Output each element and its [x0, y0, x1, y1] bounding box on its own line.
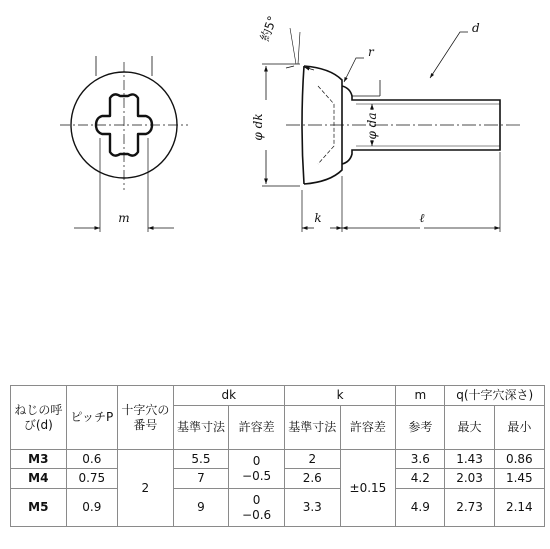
dim-l-label: ℓ	[419, 211, 425, 225]
dim-r-label: r	[368, 45, 374, 59]
header-pitch: ピッチP	[66, 386, 117, 450]
dim-m-label: m	[118, 211, 130, 225]
cell-m: 4.9	[396, 489, 445, 527]
cell-pitch: 0.9	[66, 489, 117, 527]
head-top-view	[60, 56, 188, 232]
cell-q-min: 1.45	[494, 469, 544, 489]
header-k: k	[284, 386, 395, 406]
cell-k-tol: ±0.15	[340, 450, 396, 527]
cell-pitch: 0.75	[66, 469, 117, 489]
cell-size: M4	[11, 469, 67, 489]
header-m: m	[396, 386, 445, 406]
spec-table	[10, 385, 545, 527]
cell-q-max: 1.43	[445, 450, 494, 469]
cell-pitch: 0.6	[66, 450, 117, 469]
table-row	[11, 489, 545, 527]
dim-k-label: k	[314, 211, 322, 225]
cell-dk-tol	[229, 489, 285, 527]
cell-m: 3.6	[396, 450, 445, 469]
cell-size: M5	[11, 489, 67, 527]
cell-k: 2	[284, 450, 340, 469]
header-dk: dk	[173, 386, 284, 406]
cell-q-max: 2.03	[445, 469, 494, 489]
table-row	[11, 450, 545, 469]
cell-q-min: 0.86	[494, 450, 544, 469]
cell-k: 3.3	[284, 489, 340, 527]
cell-dk-tol	[229, 450, 285, 489]
header-name: ねじの呼び(d)	[11, 386, 67, 450]
cell-dk-tol-bot: −0.6	[242, 507, 272, 522]
angle-label: 約5°	[257, 14, 280, 44]
cell-dk-tol-bot: −0.5	[242, 469, 272, 483]
cell-cross-no: 2	[118, 450, 174, 527]
cell-q-min: 2.14	[494, 489, 544, 527]
cell-dk-tol-top: 0	[252, 454, 261, 468]
cell-m: 4.2	[396, 469, 445, 489]
cell-dk: 9	[173, 489, 229, 527]
header-k-tolerance: 許容差	[340, 406, 396, 450]
cell-dk: 7	[173, 469, 229, 489]
header-dk-basic: 基準寸法	[173, 406, 229, 450]
dim-da-label: φ da	[365, 112, 379, 140]
screw-side-view	[251, 14, 520, 232]
cell-dk-tol-top: 0	[252, 492, 261, 507]
cell-size: M3	[11, 450, 67, 469]
cell-dk: 5.5	[173, 450, 229, 469]
header-q-max: 最大	[445, 406, 494, 450]
header-m-ref: 参考	[396, 406, 445, 450]
header-k-basic: 基準寸法	[284, 406, 340, 450]
dim-d-label: d	[472, 21, 480, 35]
header-dk-tolerance: 許容差	[229, 406, 285, 450]
dim-dk-label: φ dk	[251, 113, 265, 141]
cell-q-max: 2.73	[445, 489, 494, 527]
header-q-min: 最小	[494, 406, 544, 450]
cell-k: 2.6	[284, 469, 340, 489]
header-cross-no: 十字穴の番号	[118, 386, 174, 450]
header-q: q(十字穴深さ)	[445, 386, 545, 406]
